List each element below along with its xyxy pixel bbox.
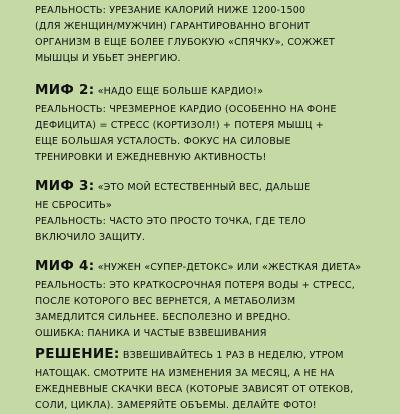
myth-2-block <box>35 79 380 166</box>
myth-2-line: ЕЩЕ БОЛЬШАЯ УСТАЛОСТЬ. ФОКУС НА СИЛОВЫЕ <box>35 136 291 147</box>
myth-2-title: «НАДО ЕЩЕ БОЛЬШЕ КАРДИО!» <box>94 86 264 97</box>
intro-line: (ДЛЯ ЖЕНЩИН/МУЖЧИН) ГАРАНТИРОВАННО ВГОНИТ <box>35 21 311 32</box>
solution-title: ВЗВЕШИВАЙТЕСЬ 1 РАЗ В НЕДЕЛЮ, УТРОМ <box>119 350 344 361</box>
solution-label: РЕШЕНИЕ: <box>35 346 120 362</box>
myth-3-label: МИФ 3: <box>35 178 95 194</box>
myth-2-line: ДЕФИЦИТА) = СТРЕСС (КОРТИЗОЛ!) + ПОТЕРЯ МЫШЦ + <box>35 120 324 131</box>
myth-2-line: ТРЕНИРОВКИ И ЕЖЕДНЕВНУЮ АКТИВНОСТЬ! <box>35 152 267 163</box>
solution-line: ЕЖЕДНЕВНЫЕ СКАЧКИ ВЕСА (КОТОРЫЕ ЗАВИСЯТ ОТ ОТЕКОВ, <box>35 384 354 395</box>
intro-line: РЕАЛЬНОСТЬ: УРЕЗАНИЕ КАЛОРИЙ НИЖЕ 1200-1500 <box>35 5 306 16</box>
solution-line: НАТОЩАК. СМОТРИТЕ НА ИЗМЕНЕНИЯ ЗА МЕСЯЦ, А НЕ НА <box>35 368 335 379</box>
myth-2-line: РЕАЛЬНОСТЬ: ЧРЕЗМЕРНОЕ КАРДИО (ОСОБЕННО НА ФОНЕ <box>35 104 337 115</box>
myth-4-block <box>35 255 380 342</box>
myth-2-heading <box>35 79 380 102</box>
myth-4-line: ПОСЛЕ КОТОРОГО ВЕС ВЕРНЕТСЯ, А МЕТАБОЛИЗМ <box>35 296 296 307</box>
myth-4-line: ЗАМЕДЛИТСЯ СИЛЬНЕЕ. БЕСПОЛЕЗНО И ВРЕДНО. <box>35 312 291 323</box>
myth-3-title-continuation: НЕ СБРОСИТЬ» <box>35 200 112 211</box>
myth-3-line: ВКЛЮЧИЛО ЗАЩИТУ. <box>35 232 146 243</box>
intro-block <box>35 3 380 67</box>
myth-4-line: ОШИБКА: ПАНИКА И ЧАСТЫЕ ВЗВЕШИВАНИЯ <box>35 328 267 339</box>
myth-4-line: РЕАЛЬНОСТЬ: ЭТО КРАТКОСРОЧНАЯ ПОТЕРЯ ВОДЫ + СТРЕСС, <box>35 280 355 291</box>
myth-3-line: РЕАЛЬНОСТЬ: ЧАСТО ЭТО ПРОСТО ТОЧКА, ГДЕ ТЕЛО <box>35 216 306 227</box>
intro-line: МЫШЦЫ И УБЬЕТ ЭНЕРГИЮ. <box>35 53 181 64</box>
myth-3-heading <box>35 175 380 198</box>
myth-4-label: МИФ 4: <box>35 258 95 274</box>
myth-4-heading <box>35 255 380 278</box>
intro-line: ОРГАНИЗМ В ЕЩЕ БОЛЕЕ ГЛУБОКУЮ «СПЯЧКУ», СОЖЖЕТ <box>35 37 335 48</box>
solution-line: СОЛИ, ЦИКЛА). ЗАМЕРЯЙТЕ ОБЪЕМЫ. ДЕЛАЙТЕ ФОТО! <box>35 400 317 411</box>
myth-3-title: «ЭТО МОЙ ЕСТЕСТВЕННЫЙ ВЕС, ДАЛЬШЕ <box>94 182 311 193</box>
myth-4-title: «НУЖЕН «СУПЕР-ДЕТОКС» ИЛИ «ЖЕСТКАЯ ДИЕТА» <box>94 262 362 273</box>
solution-block <box>35 343 380 414</box>
solution-heading <box>35 343 380 366</box>
myth-3-block <box>35 175 380 246</box>
myth-2-label: МИФ 2: <box>35 82 95 98</box>
